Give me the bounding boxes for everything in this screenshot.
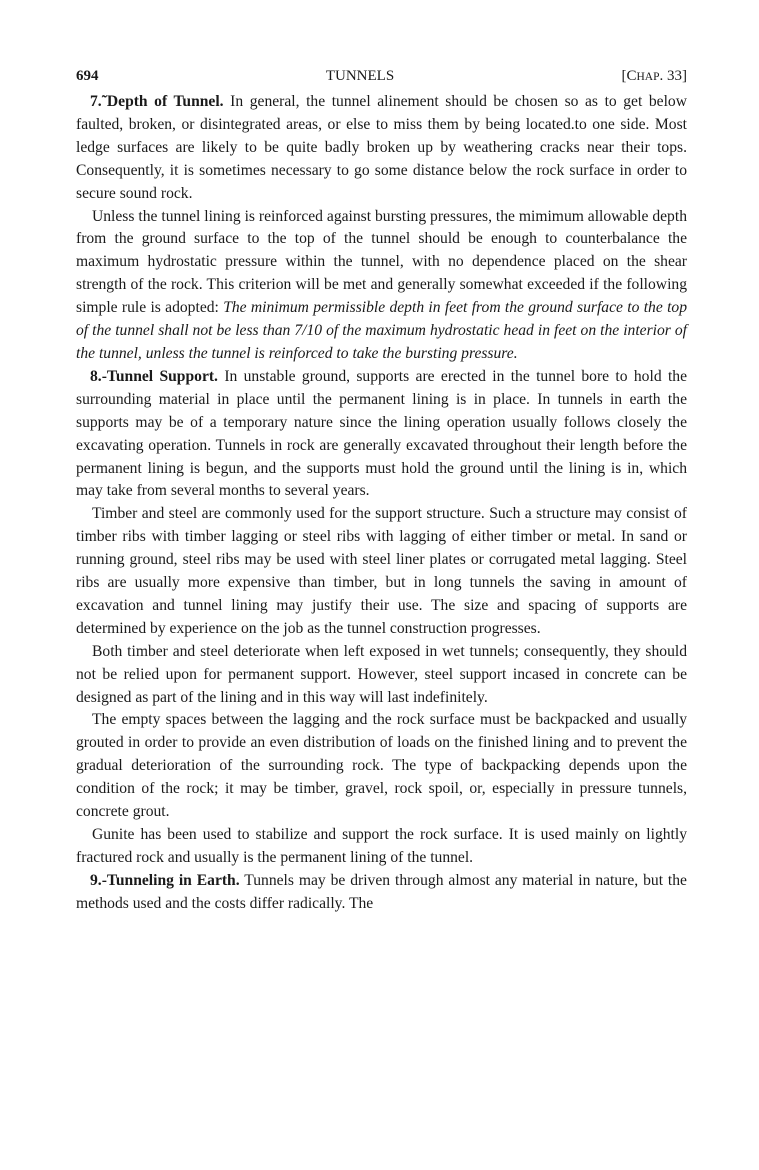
chapter-ref-smallcaps: HAP [636, 71, 660, 83]
section-7-heading: 7.˜Depth of Tunnel. [90, 93, 224, 110]
section-9-heading: 9.‐Tunneling in Earth. [90, 871, 240, 889]
depth-rule-statement: The minimum permissible depth in feet from the ground surface to the top of the tunnel shall not be less than 7/10 of the maximum hydrostatic head in feet on the interior of the tunnel, unless the tunnel is reinforced to take the bursting pressure. [76, 299, 688, 362]
section-7-p2-text: Unless the tunnel lining is reinforced against bursting pressures, the mimimum allowable depth from the ground surface to the top of the tunnel should be enough to counterbalance the maximum hydrostatic pressure within the tunnel, with no dependence placed on the shear strength of the rock. This criterion will be met and generally somewhat exceeded if the following simple rule is adopted: [76, 207, 687, 317]
chapter-ref-close: . 33] [659, 68, 687, 84]
book-page [76, 66, 687, 916]
section-8-paragraph-1 [76, 366, 687, 503]
section-8-paragraph-5: Gunite has been used to stabilize and support the rock surface. It is used mainly on lightly fractured rock and usually is the permanent lining of the tunnel. [76, 826, 687, 866]
section-9-p1-text: Tunnels may be driven through almost any material in nature, but the methods used and the costs differ radically. The [76, 871, 687, 912]
section-9-paragraph-1 [76, 870, 687, 916]
chapter-reference [621, 66, 687, 87]
section-8-paragraph-3: Both timber and steel deteriorate when left exposed in wet tunnels; consequently, they should not be relied upon for permanent support. However, steel support incased in concrete can be designed as part of the lining and in this way will last indefinitely. [76, 642, 687, 706]
section-7-p1-text: In general, the tunnel alinement should be chosen so as to get below faulted, broken, or disintegrated areas, or else to miss them by being located.to one side. Most ledge surfaces are likely to be quite badly broken up by weathering cracks near their tops. Consequently, it is sometimes necessary to go some distance below the rock surface in order to secure sound rock. [76, 93, 687, 202]
section-8-paragraph-2: Timber and steel are commonly used for the support structure. Such a structure may consist of timber ribs with timber lagging or steel ribs with lagging of either timber or metal. In sand or running ground, steel ribs may be used with steel liner plates or corrugated metal lagging. Steel ribs are usually more expensive than timber, but in long tunnels the saving in amount of excavation and tunnel lining may justify their use. The size and spacing of supports are determined by experience on the job as the tunnel construction progresses. [76, 505, 687, 637]
section-8-p1-text: In unstable ground, supports are erected in the tunnel bore to hold the surrounding material in place until the permanent lining is in place. In tunnels in earth the supports may be of a temporary nature since the lining operation usually follows closely the excavating operation. Tunnels in rock are generally excavated throughout their length before the permanent lining is begun, and the supports must hold the ground until the lining is in, which may take from several months to several years. [76, 367, 687, 500]
section-7-paragraph-2 [76, 206, 687, 366]
section-8-paragraph-4: The empty spaces between the lagging and the rock surface must be backpacked and usually grouted in order to provide an even distribution of loads on the finished lining and to prevent the gradual deterioration of the surrounding rock. The type of backpacking depends upon the condition of the rock; it may be timber, gravel, rock spoil, or, especially in pressure tunnels, concrete grout. [76, 711, 687, 821]
section-8-heading: 8.‐Tunnel Support. [90, 367, 218, 385]
section-7-paragraph-1 [76, 91, 687, 206]
page-number: 694 [76, 68, 99, 84]
running-header [76, 66, 687, 87]
chapter-ref-open: [C [621, 68, 637, 84]
running-title: TUNNELS [325, 68, 395, 84]
